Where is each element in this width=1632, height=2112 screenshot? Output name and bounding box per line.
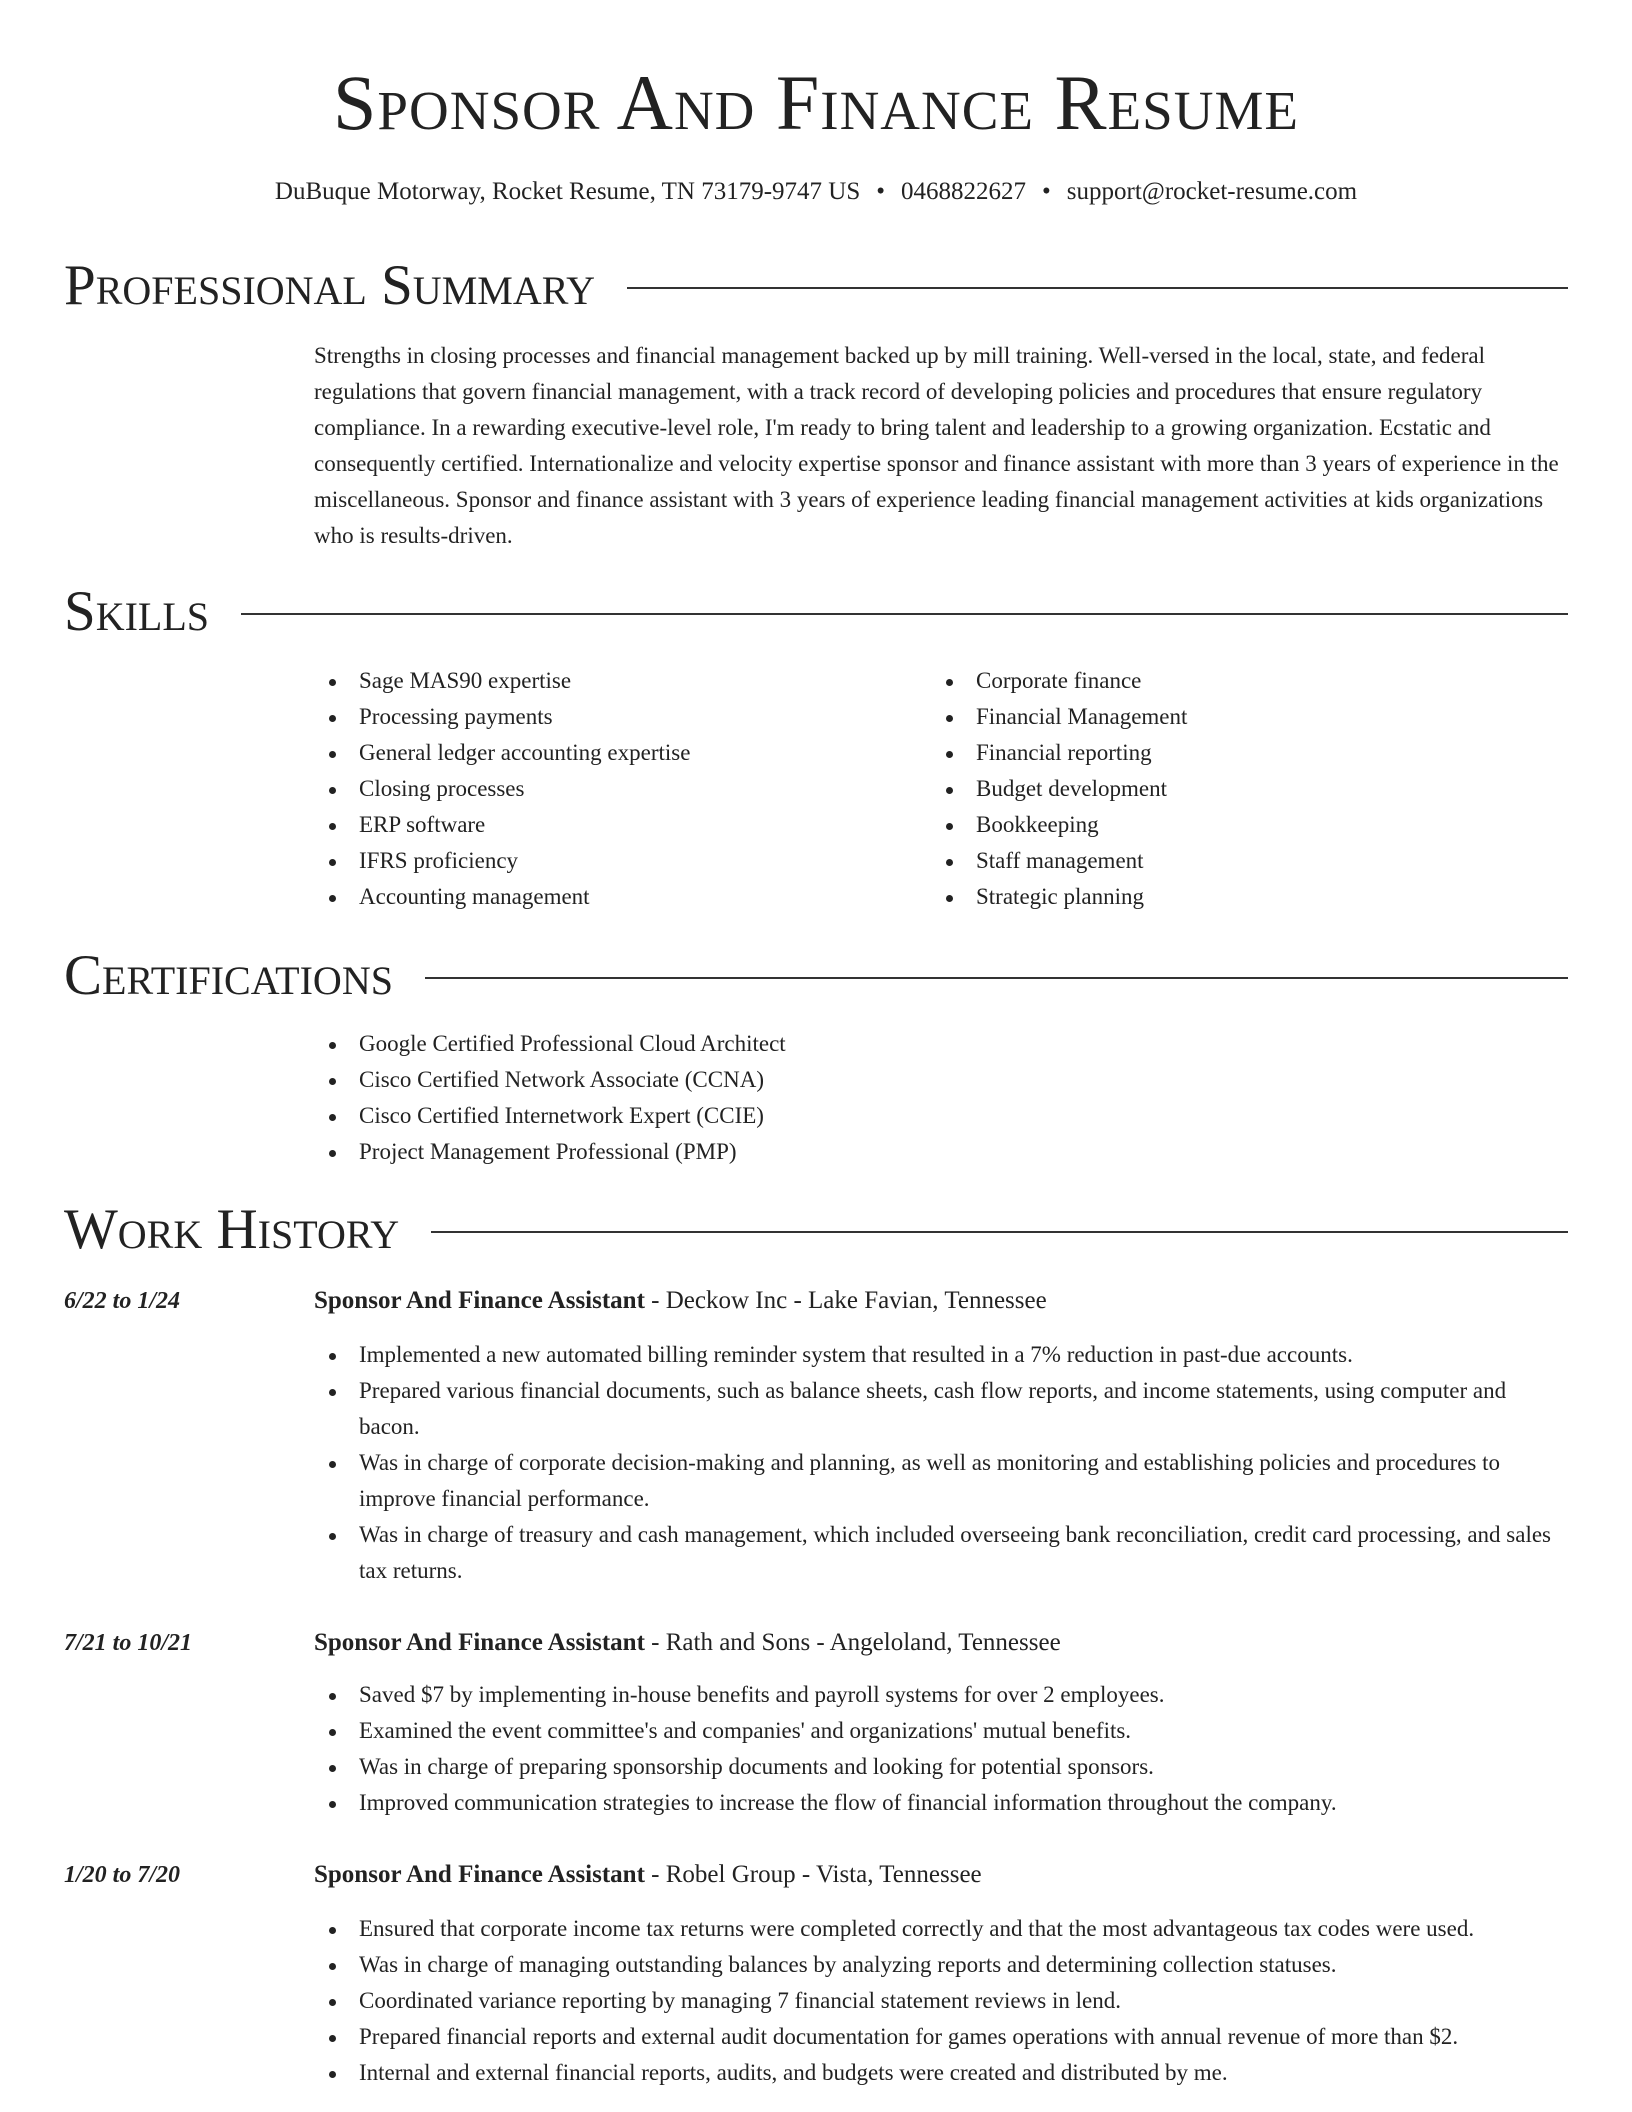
skill-item: Processing payments xyxy=(314,699,914,735)
certifications-section-header xyxy=(64,944,1568,1008)
skill-item: Sage MAS90 expertise xyxy=(314,663,914,699)
job-bullet: Was in charge of corporate decision-making and planning, as well as monitoring and establishing policies and procedures to improve financial performance. xyxy=(314,1445,1566,1517)
certification-item: Project Management Professional (PMP) xyxy=(314,1134,786,1170)
certifications-section-title: Certifications xyxy=(64,944,393,1007)
section-divider xyxy=(241,613,1568,615)
resume-title: Sponsor And Finance Resume xyxy=(333,59,1299,146)
job-bullet: Was in charge of preparing sponsorship documents and looking for potential sponsors. xyxy=(314,1749,1566,1785)
job-heading xyxy=(314,1857,982,1893)
job-bullet: Improved communication strategies to increase the flow of financial information throughout the company. xyxy=(314,1785,1566,1821)
job-bullets xyxy=(314,1677,1566,1821)
certification-item: Cisco Certified Network Associate (CCNA) xyxy=(314,1062,786,1098)
certifications-list xyxy=(314,1026,786,1170)
skill-item: Staff management xyxy=(931,843,1531,879)
job-bullet: Was in charge of managing outstanding balances by analyzing reports and determining collection statuses. xyxy=(314,1947,1566,1983)
job-heading xyxy=(314,1625,1061,1661)
skill-item: Financial Management xyxy=(931,699,1531,735)
job-bullet: Implemented a new automated billing reminder system that resulted in a 7% reduction in past-due accounts. xyxy=(314,1337,1566,1373)
job-dates: 7/21 to 10/21 xyxy=(64,1630,193,1656)
summary-section-title: Professional Summary xyxy=(64,254,596,317)
job-dates: 1/20 to 7/20 xyxy=(64,1862,181,1888)
certification-item: Cisco Certified Internetwork Expert (CCIE) xyxy=(314,1098,786,1134)
job-company-location: - Robel Group - Vista, Tennessee xyxy=(644,1861,982,1888)
contact-address: DuBuque Motorway, Rocket Resume, TN 73179-9747 US xyxy=(274,178,861,205)
job-bullet: Coordinated variance reporting by managing 7 financial statement reviews in lend. xyxy=(314,1983,1566,2019)
contact-email: support@rocket-resume.com xyxy=(1066,178,1358,205)
skill-item: Corporate finance xyxy=(931,663,1531,699)
contact-separator: • xyxy=(1042,178,1051,205)
job-bullet: Was in charge of treasury and cash management, which included overseeing bank reconciliation, credit card processing, and sales tax returns. xyxy=(314,1517,1566,1589)
job-role: Sponsor And Finance Assistant xyxy=(314,1861,645,1888)
certification-item: Google Certified Professional Cloud Architect xyxy=(314,1026,786,1062)
contact-line xyxy=(0,174,1632,210)
job-role: Sponsor And Finance Assistant xyxy=(314,1629,645,1656)
job-bullets xyxy=(314,1911,1566,2091)
skills-left-column xyxy=(314,663,914,915)
skill-item: ERP software xyxy=(314,807,914,843)
work-history-section-header xyxy=(64,1198,1568,1262)
section-divider xyxy=(431,1231,1568,1233)
contact-phone: 0468822627 xyxy=(901,178,1027,205)
job-company-location: - Rath and Sons - Angeloland, Tennessee xyxy=(644,1629,1061,1656)
job-bullet: Ensured that corporate income tax returns were completed correctly and that the most advantageous tax codes were used. xyxy=(314,1911,1566,1947)
job-dates: 6/22 to 1/24 xyxy=(64,1288,181,1314)
job-bullet: Examined the event committee's and companies' and organizations' mutual benefits. xyxy=(314,1713,1566,1749)
skills-right-column xyxy=(931,663,1531,915)
skill-item: Bookkeeping xyxy=(931,807,1531,843)
skills-section-header xyxy=(64,580,1568,644)
summary-text: Strengths in closing processes and financial management backed up by mill training. Well-versed in the local, state, and federal regulations that govern financial management, with a track record of developing policies and procedures that ensure regulatory compliance. In a rewarding executive-level role, I'm ready to bring talent and leadership to a growing organization. Ecstatic and consequently certified. Internationalize and velocity expertise sponsor and finance assistant with more than 3 years of experience in the miscellaneous. Sponsor and finance assistant with 3 years of experience leading financial management activities at kids organizations who is results-driven. xyxy=(314,343,1559,548)
skill-item: Strategic planning xyxy=(931,879,1531,915)
summary-section-header xyxy=(64,254,1568,318)
skill-item: Closing processes xyxy=(314,771,914,807)
job-bullets xyxy=(314,1337,1566,1589)
skill-item: Accounting management xyxy=(314,879,914,915)
skills-section-title: Skills xyxy=(64,580,210,643)
skill-item: General ledger accounting expertise xyxy=(314,735,914,771)
section-divider xyxy=(627,287,1568,289)
skill-item: IFRS proficiency xyxy=(314,843,914,879)
contact-separator: • xyxy=(876,178,886,205)
section-divider xyxy=(425,977,1568,979)
work-history-section-title: Work History xyxy=(64,1198,400,1261)
job-bullet: Prepared financial reports and external audit documentation for games operations with annual revenue of more than $2. xyxy=(314,2019,1566,2055)
job-bullet: Internal and external financial reports, audits, and budgets were created and distributed by me. xyxy=(314,2055,1566,2091)
job-role: Sponsor And Finance Assistant xyxy=(314,1287,645,1314)
skill-item: Financial reporting xyxy=(931,735,1531,771)
skill-item: Budget development xyxy=(931,771,1531,807)
job-bullet: Saved $7 by implementing in-house benefits and payroll systems for over 2 employees. xyxy=(314,1677,1566,1713)
job-company-location: - Deckow Inc - Lake Favian, Tennessee xyxy=(644,1287,1047,1314)
job-bullet: Prepared various financial documents, such as balance sheets, cash flow reports, and income statements, using computer and bacon. xyxy=(314,1373,1566,1445)
job-heading xyxy=(314,1283,1047,1319)
